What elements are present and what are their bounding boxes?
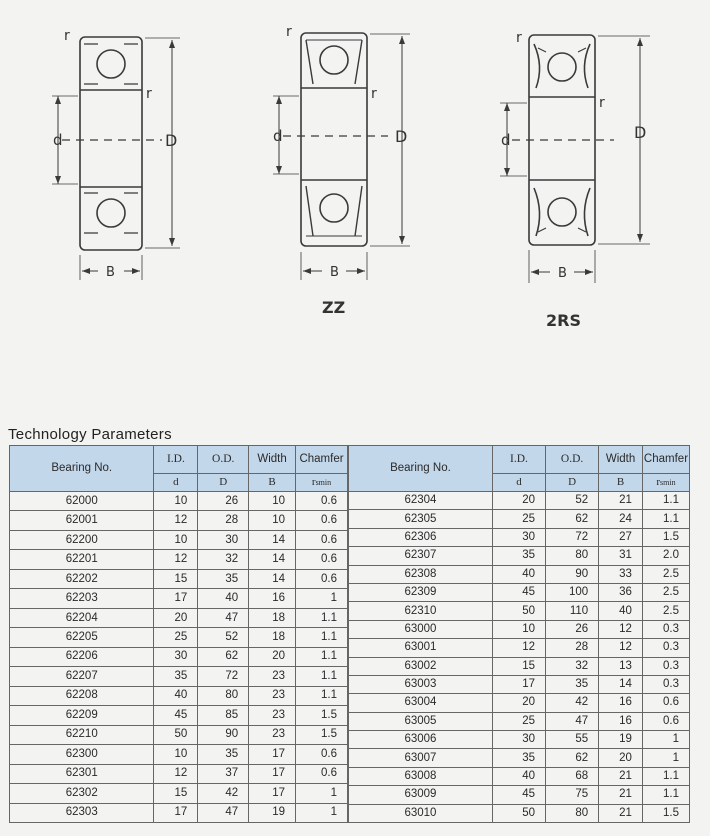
value-cell: 12 (492, 639, 545, 657)
value-cell: 23 (249, 706, 296, 725)
table-row (10, 511, 348, 530)
header-d: d (492, 474, 545, 492)
table-row (349, 620, 690, 638)
parameters-table-right (348, 445, 690, 823)
value-cell: 15 (154, 784, 198, 803)
bearing-number-cell: 63002 (349, 657, 493, 675)
header-r-smin: rsmin (642, 474, 689, 492)
value-cell: 0.6 (296, 745, 348, 764)
value-cell: 18 (249, 608, 296, 627)
value-cell: 20 (599, 749, 643, 767)
value-cell: 1.5 (642, 804, 689, 822)
table-row (349, 786, 690, 804)
value-cell: 28 (198, 511, 249, 530)
header-od: O.D. (546, 446, 599, 474)
header-bearing-no: Bearing No. (349, 446, 493, 492)
value-cell: 17 (154, 803, 198, 823)
value-cell: 10 (154, 530, 198, 549)
bearing-number-cell: 63001 (349, 639, 493, 657)
bearing-number-cell: 62203 (10, 589, 154, 608)
value-cell: 35 (546, 675, 599, 693)
value-cell: 1.1 (296, 667, 348, 686)
value-cell: 50 (154, 725, 198, 744)
variant-label-2rs: 2RS (546, 311, 581, 330)
table-body-left (10, 492, 348, 823)
table-row (349, 675, 690, 693)
value-cell: 35 (492, 749, 545, 767)
value-cell: 35 (154, 667, 198, 686)
value-cell: 12 (599, 639, 643, 657)
value-cell: 1.5 (296, 706, 348, 725)
label-B: B (558, 266, 567, 281)
table-row (349, 528, 690, 546)
value-cell: 40 (198, 589, 249, 608)
table-row (349, 712, 690, 730)
value-cell: 100 (546, 583, 599, 601)
value-cell: 1.1 (642, 492, 689, 510)
value-cell: 17 (154, 589, 198, 608)
value-cell: 1.5 (642, 528, 689, 546)
value-cell: 80 (546, 547, 599, 565)
value-cell: 35 (198, 745, 249, 764)
bearing-number-cell: 63006 (349, 731, 493, 749)
table-row (10, 608, 348, 627)
value-cell: 25 (492, 712, 545, 730)
table-row (349, 602, 690, 620)
value-cell: 10 (154, 745, 198, 764)
value-cell: 28 (546, 639, 599, 657)
header-width: Width (249, 446, 296, 474)
value-cell: 15 (492, 657, 545, 675)
value-cell: 62 (198, 647, 249, 666)
value-cell: 1.1 (296, 628, 348, 647)
table-row (10, 569, 348, 588)
value-cell: 52 (198, 628, 249, 647)
table-body-right (349, 492, 690, 823)
bearing-number-cell: 62206 (10, 647, 154, 666)
bearing-number-cell: 63003 (349, 675, 493, 693)
label-d: d (53, 131, 63, 149)
value-cell: 16 (249, 589, 296, 608)
bearing-number-cell: 62201 (10, 550, 154, 569)
bearing-number-cell: 63007 (349, 749, 493, 767)
bearing-number-cell: 62204 (10, 608, 154, 627)
value-cell: 80 (546, 804, 599, 822)
value-cell: 10 (492, 620, 545, 638)
table-row (10, 492, 348, 511)
value-cell: 110 (546, 602, 599, 620)
label-r: r (371, 86, 377, 102)
value-cell: 0.3 (642, 639, 689, 657)
table-row (349, 583, 690, 601)
value-cell: 0.6 (296, 569, 348, 588)
value-cell: 26 (198, 492, 249, 511)
value-cell: 33 (599, 565, 643, 583)
bearing-number-cell: 63005 (349, 712, 493, 730)
value-cell: 2.5 (642, 565, 689, 583)
header-D: D (546, 474, 599, 492)
value-cell: 25 (492, 510, 545, 528)
value-cell: 1 (296, 589, 348, 608)
label-d: d (501, 131, 511, 149)
value-cell: 12 (154, 764, 198, 783)
value-cell: 0.6 (296, 492, 348, 511)
label-r: r (286, 24, 292, 40)
value-cell: 0.6 (296, 550, 348, 569)
header-id: I.D. (154, 446, 198, 474)
value-cell: 20 (249, 647, 296, 666)
value-cell: 19 (249, 803, 296, 823)
value-cell: 16 (599, 694, 643, 712)
value-cell: 1 (642, 731, 689, 749)
bearing-number-cell: 63009 (349, 786, 493, 804)
value-cell: 40 (154, 686, 198, 705)
header-r-smin: rsmin (296, 474, 348, 492)
parameters-tables (9, 445, 690, 823)
value-cell: 45 (492, 583, 545, 601)
value-cell: 24 (599, 510, 643, 528)
label-D: D (634, 123, 647, 142)
value-cell: 1.1 (642, 786, 689, 804)
bearing-number-cell: 62001 (10, 511, 154, 530)
value-cell: 32 (198, 550, 249, 569)
value-cell: 0.6 (642, 694, 689, 712)
value-cell: 30 (492, 731, 545, 749)
2rs-bearing-drawing (500, 35, 650, 283)
table-row (10, 745, 348, 764)
value-cell: 31 (599, 547, 643, 565)
value-cell: 25 (154, 628, 198, 647)
table-row (349, 749, 690, 767)
bearing-number-cell: 63008 (349, 767, 493, 785)
bearing-number-cell: 62200 (10, 530, 154, 549)
value-cell: 12 (154, 550, 198, 569)
value-cell: 21 (599, 786, 643, 804)
label-D: D (395, 127, 408, 146)
table-row (349, 731, 690, 749)
bearing-number-cell: 62210 (10, 725, 154, 744)
value-cell: 20 (154, 608, 198, 627)
bearing-number-cell: 62205 (10, 628, 154, 647)
value-cell: 36 (599, 583, 643, 601)
value-cell: 20 (492, 694, 545, 712)
value-cell: 0.6 (296, 530, 348, 549)
header-id: I.D. (492, 446, 545, 474)
variant-label-zz: ZZ (322, 298, 346, 317)
value-cell: 21 (599, 492, 643, 510)
value-cell: 47 (198, 608, 249, 627)
bearing-number-cell: 62309 (349, 583, 493, 601)
value-cell: 1.1 (642, 510, 689, 528)
value-cell: 35 (492, 547, 545, 565)
value-cell: 23 (249, 725, 296, 744)
label-D: D (165, 131, 178, 150)
value-cell: 72 (198, 667, 249, 686)
header-width: Width (599, 446, 643, 474)
bearing-number-cell: 63004 (349, 694, 493, 712)
value-cell: 0.3 (642, 675, 689, 693)
bearing-number-cell: 62305 (349, 510, 493, 528)
table-row (349, 565, 690, 583)
value-cell: 10 (154, 492, 198, 511)
value-cell: 17 (492, 675, 545, 693)
value-cell: 18 (249, 628, 296, 647)
value-cell: 37 (198, 764, 249, 783)
value-cell: 2.5 (642, 602, 689, 620)
bearing-number-cell: 62209 (10, 706, 154, 725)
value-cell: 50 (492, 804, 545, 822)
header-d: d (154, 474, 198, 492)
bearing-number-cell: 62303 (10, 803, 154, 823)
value-cell: 85 (198, 706, 249, 725)
value-cell: 15 (154, 569, 198, 588)
value-cell: 40 (599, 602, 643, 620)
value-cell: 62 (546, 510, 599, 528)
table-row (349, 694, 690, 712)
value-cell: 42 (546, 694, 599, 712)
value-cell: 14 (599, 675, 643, 693)
value-cell: 1.1 (296, 686, 348, 705)
value-cell: 10 (249, 511, 296, 530)
value-cell: 21 (599, 804, 643, 822)
value-cell: 30 (492, 528, 545, 546)
value-cell: 30 (154, 647, 198, 666)
header-od: O.D. (198, 446, 249, 474)
value-cell: 23 (249, 667, 296, 686)
value-cell: 16 (599, 712, 643, 730)
bearing-number-cell: 62307 (349, 547, 493, 565)
label-r: r (599, 95, 605, 111)
value-cell: 27 (599, 528, 643, 546)
bearing-number-cell: 62302 (10, 784, 154, 803)
dimension-arrowheads (55, 36, 643, 275)
value-cell: 17 (249, 784, 296, 803)
value-cell: 17 (249, 745, 296, 764)
value-cell: 14 (249, 530, 296, 549)
value-cell: 2.5 (642, 583, 689, 601)
bearing-number-cell: 62207 (10, 667, 154, 686)
value-cell: 1 (296, 803, 348, 823)
value-cell: 55 (546, 731, 599, 749)
value-cell: 10 (249, 492, 296, 511)
value-cell: 0.6 (296, 764, 348, 783)
value-cell: 40 (492, 767, 545, 785)
value-cell: 1.1 (296, 608, 348, 627)
label-r: r (516, 30, 522, 46)
value-cell: 14 (249, 569, 296, 588)
bearing-number-cell: 62208 (10, 686, 154, 705)
value-cell: 19 (599, 731, 643, 749)
value-cell: 2.0 (642, 547, 689, 565)
table-row (10, 706, 348, 725)
header-chamfer: Chamfer (642, 446, 689, 474)
value-cell: 50 (492, 602, 545, 620)
bearing-number-cell: 62202 (10, 569, 154, 588)
header-D: D (198, 474, 249, 492)
value-cell: 1.1 (296, 647, 348, 666)
table-row (10, 803, 348, 823)
table-row (10, 589, 348, 608)
table-row (349, 639, 690, 657)
section-title: Technology Parameters (8, 426, 172, 443)
value-cell: 40 (492, 565, 545, 583)
zz-bearing-drawing (273, 33, 410, 280)
header-bearing-no: Bearing No. (10, 446, 154, 492)
value-cell: 45 (492, 786, 545, 804)
table-row (349, 767, 690, 785)
bearing-number-cell: 63010 (349, 804, 493, 822)
bearing-number-cell: 62308 (349, 565, 493, 583)
value-cell: 0.6 (296, 511, 348, 530)
value-cell: 0.6 (642, 712, 689, 730)
value-cell: 17 (249, 764, 296, 783)
value-cell: 75 (546, 786, 599, 804)
bearing-number-cell: 62301 (10, 764, 154, 783)
parameters-table-left (9, 445, 348, 823)
value-cell: 45 (154, 706, 198, 725)
table-row (349, 804, 690, 822)
bearing-number-cell: 62300 (10, 745, 154, 764)
label-r: r (146, 86, 152, 102)
value-cell: 12 (599, 620, 643, 638)
table-row (10, 628, 348, 647)
label-d: d (273, 127, 283, 145)
value-cell: 0.3 (642, 657, 689, 675)
value-cell: 90 (546, 565, 599, 583)
value-cell: 32 (546, 657, 599, 675)
value-cell: 90 (198, 725, 249, 744)
table-row (349, 657, 690, 675)
value-cell: 1 (296, 784, 348, 803)
table-row (349, 547, 690, 565)
value-cell: 47 (546, 712, 599, 730)
bearing-number-cell: 62310 (349, 602, 493, 620)
header-chamfer: Chamfer (296, 446, 348, 474)
table-row (10, 784, 348, 803)
table-row (10, 550, 348, 569)
value-cell: 35 (198, 569, 249, 588)
value-cell: 1 (642, 749, 689, 767)
value-cell: 72 (546, 528, 599, 546)
value-cell: 23 (249, 686, 296, 705)
value-cell: 52 (546, 492, 599, 510)
open-bearing-drawing (52, 37, 180, 280)
table-row (10, 667, 348, 686)
value-cell: 80 (198, 686, 249, 705)
value-cell: 26 (546, 620, 599, 638)
label-B: B (106, 265, 115, 280)
value-cell: 47 (198, 803, 249, 823)
value-cell: 13 (599, 657, 643, 675)
value-cell: 12 (154, 511, 198, 530)
value-cell: 68 (546, 767, 599, 785)
value-cell: 0.3 (642, 620, 689, 638)
value-cell: 30 (198, 530, 249, 549)
bearing-number-cell: 62000 (10, 492, 154, 511)
header-B: B (249, 474, 296, 492)
label-B: B (330, 265, 339, 280)
value-cell: 42 (198, 784, 249, 803)
value-cell: 20 (492, 492, 545, 510)
header-B: B (599, 474, 643, 492)
table-row (10, 764, 348, 783)
bearing-number-cell: 62304 (349, 492, 493, 510)
label-r: r (64, 28, 70, 44)
table-row (10, 530, 348, 549)
table-row (10, 725, 348, 744)
table-row (349, 510, 690, 528)
value-cell: 62 (546, 749, 599, 767)
table-row (10, 686, 348, 705)
value-cell: 1.1 (642, 767, 689, 785)
table-row (10, 647, 348, 666)
value-cell: 1.5 (296, 725, 348, 744)
bearing-number-cell: 62306 (349, 528, 493, 546)
value-cell: 21 (599, 767, 643, 785)
value-cell: 14 (249, 550, 296, 569)
table-row (349, 492, 690, 510)
bearing-number-cell: 63000 (349, 620, 493, 638)
